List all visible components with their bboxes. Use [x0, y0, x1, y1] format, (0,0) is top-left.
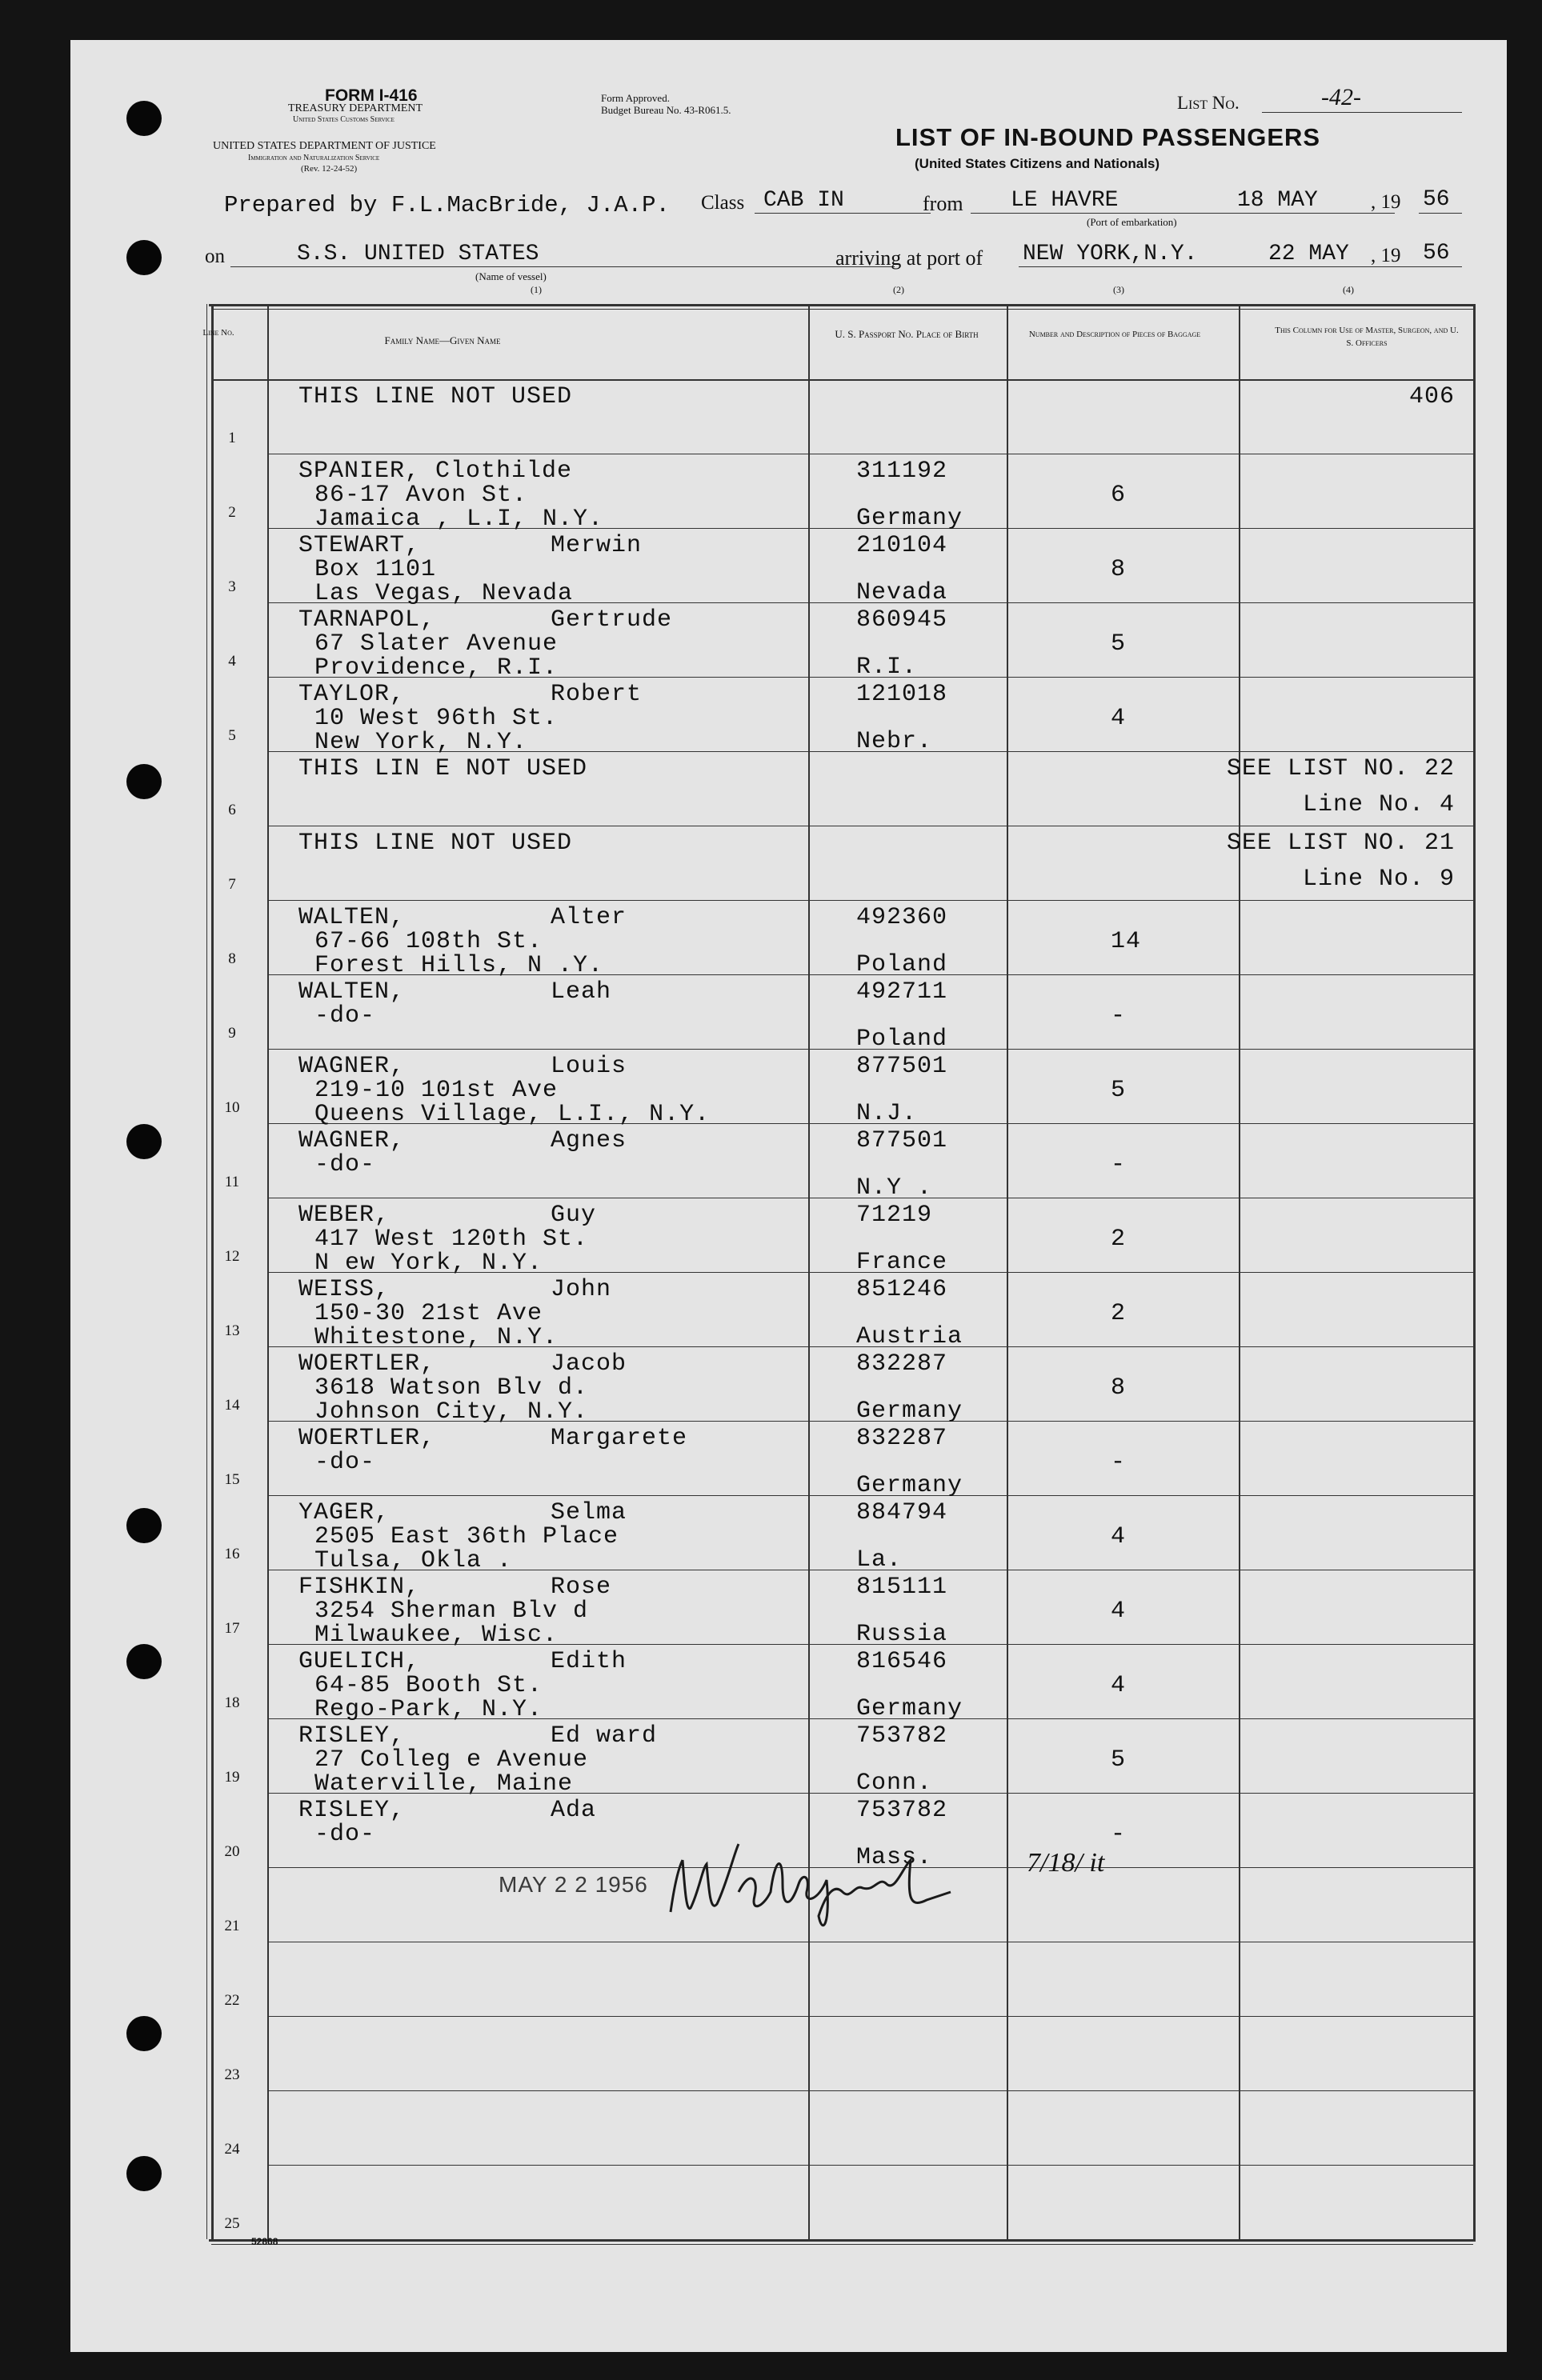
passenger-name: WOERTLER, — [298, 1425, 436, 1452]
passport-number: 832287 — [856, 1425, 948, 1452]
inspector-initials: 7/18/ it — [1027, 1848, 1105, 1878]
given-name: John — [551, 1276, 612, 1303]
port-embarkation-caption: (Port of embarkation) — [1087, 216, 1177, 228]
baggage-count: - — [1111, 1449, 1127, 1476]
baggage-count: 5 — [1111, 630, 1127, 658]
binder-hole — [126, 240, 162, 275]
passenger-name: YAGER, — [298, 1499, 391, 1526]
city-line: Waterville, Maine — [314, 1770, 574, 1798]
passport-number: 71219 — [856, 1202, 933, 1229]
passenger-name: FISHKIN, — [298, 1574, 421, 1601]
arrival-port: NEW YORK,N.Y. — [1023, 242, 1198, 266]
line-number: 9 — [228, 1025, 236, 1042]
table-rule — [211, 309, 1473, 310]
birth-place: La. — [856, 1546, 903, 1574]
prepared-by: Prepared by F.L.MacBride, J.A.P. — [224, 192, 670, 218]
address-line: 150-30 21st Ave — [314, 1300, 543, 1327]
line-number: 12 — [224, 1248, 240, 1265]
baggage-count: 5 — [1111, 1077, 1127, 1104]
birth-place: Conn. — [856, 1770, 933, 1797]
year-prefix-2: , 19 — [1371, 245, 1401, 266]
city-line: New York, N.Y. — [314, 729, 528, 756]
binder-hole — [126, 1644, 162, 1679]
passenger-name: WALTEN, — [298, 904, 406, 931]
footer-code: 52868 — [251, 2236, 278, 2247]
class-label: Class — [701, 192, 745, 214]
passenger-name: THIS LINE NOT USED — [298, 383, 573, 410]
table-rule — [267, 2165, 1473, 2166]
passenger-name: GUELICH, — [298, 1648, 421, 1675]
col-header-name: Family Name—Given Name — [384, 334, 501, 346]
table-rule — [1473, 304, 1476, 2239]
line-number: 25 — [224, 2215, 240, 2232]
passport-number: 311192 — [856, 458, 948, 485]
line-number: 7 — [228, 876, 236, 893]
birth-place: Germany — [856, 505, 963, 532]
baggage-count: 8 — [1111, 1374, 1127, 1402]
binder-hole — [126, 101, 162, 136]
list-no-label: List No. — [1177, 93, 1240, 113]
baggage-count: 14 — [1111, 928, 1142, 955]
passport-number: 753782 — [856, 1797, 948, 1824]
baggage-count: 5 — [1111, 1746, 1127, 1774]
city-line: Queens Village, L.I., N.Y. — [314, 1101, 711, 1128]
line-number: 10 — [224, 1099, 240, 1116]
form-number: FORM I-416 — [325, 86, 418, 105]
passport-number: 816546 — [856, 1648, 948, 1675]
line-number: 19 — [224, 1769, 240, 1786]
baggage-count: - — [1111, 1002, 1127, 1030]
dept-ins: Immigration and Naturalization Service — [248, 154, 380, 162]
form-title: LIST OF IN-BOUND PASSENGERS — [895, 123, 1321, 151]
line-number: 1 — [228, 430, 236, 446]
given-name: Agnes — [551, 1127, 627, 1154]
table-rule — [209, 304, 1476, 306]
city-line: Rego-Park, N.Y. — [314, 1696, 543, 1723]
baggage-count: 4 — [1111, 1598, 1127, 1625]
address-line: 3618 Watson Blv d. — [314, 1374, 589, 1402]
officer-note: SEE LIST NO. 22 — [1226, 755, 1455, 782]
col-header-passport: U. S. Passport No. Place of Birth — [835, 328, 979, 340]
column-number-4: (4) — [1343, 284, 1354, 295]
passenger-name: TAYLOR, — [298, 681, 406, 708]
baggage-count: 4 — [1111, 1523, 1127, 1550]
table-rule — [267, 2016, 1473, 2017]
officer-note-line2: Line No. 4 — [1302, 791, 1455, 818]
line-number: 17 — [224, 1620, 240, 1637]
passport-number: 492711 — [856, 978, 948, 1006]
line-number: 20 — [224, 1843, 240, 1860]
given-name: Ed ward — [551, 1722, 658, 1750]
address-line: 67-66 108th St. — [314, 928, 543, 955]
passport-number: 877501 — [856, 1053, 948, 1080]
line-number: 21 — [224, 1918, 240, 1934]
birth-place: N.J. — [856, 1100, 918, 1127]
table-rule — [206, 304, 207, 2239]
birth-place: Germany — [856, 1695, 963, 1722]
given-name: Rose — [551, 1574, 612, 1601]
line-number: 6 — [228, 802, 236, 818]
line-number: 8 — [228, 950, 236, 967]
address-line: -do- — [314, 1821, 376, 1848]
passport-number: 851246 — [856, 1276, 948, 1303]
line-number: 4 — [228, 653, 236, 670]
form-approved: Form Approved. — [601, 92, 670, 104]
arrival-date: 22 MAY — [1268, 242, 1349, 266]
vessel-caption: (Name of vessel) — [475, 270, 547, 282]
address-line: 64-85 Booth St. — [314, 1672, 543, 1699]
passenger-name: WAGNER, — [298, 1053, 406, 1080]
passenger-name: THIS LIN E NOT USED — [298, 755, 588, 782]
given-name: Leah — [551, 978, 612, 1006]
year-1: 56 — [1423, 187, 1450, 212]
revision-date: (Rev. 12-24-52) — [301, 164, 358, 174]
line-number: 3 — [228, 578, 236, 595]
passenger-name: THIS LINE NOT USED — [298, 830, 573, 857]
birth-place: Nebr. — [856, 728, 933, 755]
city-line: Whitestone, N.Y. — [314, 1324, 559, 1351]
budget-bureau: Budget Bureau No. 43-R061.5. — [601, 104, 731, 116]
col-header-line: Line No. — [202, 328, 234, 338]
dept-justice: UNITED STATES DEPARTMENT OF JUSTICE — [213, 140, 436, 152]
address-line: 10 West 96th St. — [314, 705, 559, 732]
birth-place: Austria — [856, 1323, 963, 1350]
given-name: Alter — [551, 904, 627, 931]
city-line: Tulsa, Okla . — [314, 1547, 513, 1574]
given-name: Merwin — [551, 532, 643, 559]
city-line: Milwaukee, Wisc. — [314, 1622, 559, 1649]
baggage-count: 2 — [1111, 1226, 1127, 1253]
city-line: N ew York, N.Y. — [314, 1250, 543, 1277]
year-2: 56 — [1423, 241, 1450, 266]
table-rule — [211, 2244, 1473, 2245]
line-number: 16 — [224, 1546, 240, 1562]
inspector-signature — [663, 1836, 1007, 1944]
table-rule — [267, 2090, 1473, 2091]
table-rule — [211, 304, 214, 2239]
line-number: 11 — [224, 1174, 240, 1190]
city-line: Las Vegas, Nevada — [314, 580, 574, 607]
line-number: 14 — [224, 1397, 240, 1414]
passenger-name: WEBER, — [298, 1202, 391, 1229]
baggage-count: 6 — [1111, 482, 1127, 509]
passenger-name: WALTEN, — [298, 978, 406, 1006]
passport-number: 877501 — [856, 1127, 948, 1154]
birth-place: Germany — [856, 1472, 963, 1499]
birth-place: Nevada — [856, 579, 948, 606]
address-line: Box 1101 — [314, 556, 437, 583]
address-line: 27 Colleg e Avenue — [314, 1746, 589, 1774]
birth-place: Mass. — [856, 1844, 933, 1871]
address-line: 219-10 101st Ave — [314, 1077, 559, 1104]
baggage-count: - — [1111, 1821, 1127, 1848]
column-number-1: (1) — [531, 284, 542, 295]
given-name: Selma — [551, 1499, 627, 1526]
given-name: Ada — [551, 1797, 597, 1824]
from-port: LE HAVRE — [1011, 188, 1119, 213]
birth-place: Russia — [856, 1621, 948, 1648]
address-line: -do- — [314, 1449, 376, 1476]
line-number: 23 — [224, 2066, 240, 2083]
table-rule — [211, 379, 1473, 381]
officer-note: SEE LIST NO. 21 — [1226, 830, 1455, 857]
city-line: Jamaica , L.I, N.Y. — [314, 506, 604, 533]
officer-note: 406 — [1408, 383, 1455, 410]
received-stamp-date: MAY 2 2 1956 — [499, 1872, 648, 1897]
arriving-label: arriving at port of — [835, 246, 983, 270]
given-name: Edith — [551, 1648, 627, 1675]
address-line: 2505 East 36th Place — [314, 1523, 619, 1550]
list-number: -42- — [1321, 84, 1361, 110]
from-date: 18 MAY — [1237, 188, 1318, 213]
given-name: Jacob — [551, 1350, 627, 1378]
table-rule — [209, 2239, 1476, 2242]
city-line: Johnson City, N.Y. — [314, 1398, 589, 1426]
line-number: 2 — [228, 504, 236, 521]
line-number: 22 — [224, 1992, 240, 2009]
binder-hole — [126, 764, 162, 799]
passport-number: 832287 — [856, 1350, 948, 1378]
passport-number: 753782 — [856, 1722, 948, 1750]
officer-note-line2: Line No. 9 — [1302, 866, 1455, 893]
form-subtitle: (United States Citizens and Nationals) — [915, 156, 1160, 171]
address-line: 417 West 120th St. — [314, 1226, 589, 1253]
address-line: -do- — [314, 1002, 376, 1030]
city-line: Forest Hills, N .Y. — [314, 952, 604, 979]
passport-number: 492360 — [856, 904, 948, 931]
passenger-name: SPANIER, Clothilde — [298, 458, 573, 485]
passport-number: 884794 — [856, 1499, 948, 1526]
binder-hole — [126, 2016, 162, 2051]
city-line: Providence, R.I. — [314, 654, 559, 682]
passport-number: 210104 — [856, 532, 948, 559]
passenger-name: WEISS, — [298, 1276, 391, 1303]
table-rule — [267, 900, 1473, 901]
year-prefix-1: , 19 — [1371, 191, 1401, 213]
passenger-name: RISLEY, — [298, 1722, 406, 1750]
birth-place: Poland — [856, 951, 948, 978]
passenger-name: WOERTLER, — [298, 1350, 436, 1378]
line-number: 15 — [224, 1471, 240, 1488]
address-line: 3254 Sherman Blv d — [314, 1598, 589, 1625]
line-number: 13 — [224, 1322, 240, 1339]
baggage-count: - — [1111, 1151, 1127, 1178]
given-name: Gertrude — [551, 606, 673, 634]
birth-place: N.Y . — [856, 1174, 933, 1202]
address-line: -do- — [314, 1151, 376, 1178]
column-number-2: (2) — [893, 284, 904, 295]
baggage-count: 8 — [1111, 556, 1127, 583]
line-number: 18 — [224, 1694, 240, 1711]
passenger-name: TARNAPOL, — [298, 606, 436, 634]
vessel-name: S.S. UNITED STATES — [297, 242, 539, 266]
given-name: Margarete — [551, 1425, 688, 1452]
passenger-name: STEWART, — [298, 532, 421, 559]
line-number: 24 — [224, 2141, 240, 2158]
birth-place: Germany — [856, 1398, 963, 1425]
baggage-count: 4 — [1111, 705, 1127, 732]
birth-place: France — [856, 1249, 948, 1276]
col-header-officers: This Column for Use of Master, Surgeon, and U. S. Officers — [1275, 326, 1459, 348]
passport-number: 860945 — [856, 606, 948, 634]
binder-hole — [126, 1124, 162, 1159]
dept-treasury: TREASURY DEPARTMENT — [288, 102, 423, 114]
given-name: Guy — [551, 1202, 597, 1229]
address-line: 86-17 Avon St. — [314, 482, 528, 509]
class-value: CAB IN — [763, 188, 844, 213]
dept-customs: United States Customs Service — [293, 115, 395, 124]
given-name: Louis — [551, 1053, 627, 1080]
birth-place: Poland — [856, 1026, 948, 1053]
on-label: on — [205, 246, 225, 267]
form-paper — [70, 40, 1507, 2352]
passenger-name: WAGNER, — [298, 1127, 406, 1154]
birth-place: R.I. — [856, 654, 918, 681]
from-label: from — [923, 192, 963, 215]
binder-hole — [126, 2156, 162, 2191]
column-number-3: (3) — [1113, 284, 1124, 295]
binder-hole — [126, 1508, 162, 1543]
given-name: Robert — [551, 681, 643, 708]
address-line: 67 Slater Avenue — [314, 630, 559, 658]
passenger-name: RISLEY, — [298, 1797, 406, 1824]
line-number: 5 — [228, 727, 236, 744]
baggage-count: 2 — [1111, 1300, 1127, 1327]
col-header-baggage: Number and Description of Pieces of Baggage — [1028, 330, 1201, 339]
passport-number: 121018 — [856, 681, 948, 708]
baggage-count: 4 — [1111, 1672, 1127, 1699]
passport-number: 815111 — [856, 1574, 948, 1601]
